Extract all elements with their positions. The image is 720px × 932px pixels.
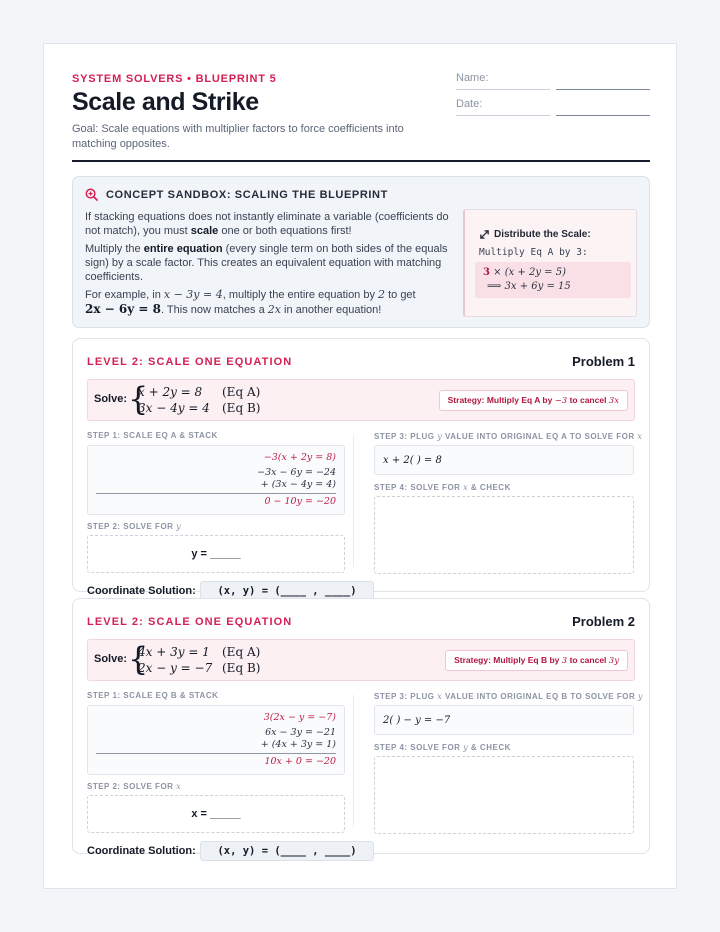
coordinate-solution-box[interactable]: (x, y) = (____ , ____) <box>200 841 374 861</box>
check-work-box[interactable] <box>374 496 634 574</box>
concept-title: CONCEPT SANDBOX: SCALING THE BLUEPRINT <box>106 188 388 201</box>
problem-level: LEVEL 2: SCALE ONE EQUATION <box>87 356 293 368</box>
date-underline-right <box>556 115 650 116</box>
column-divider <box>353 695 354 827</box>
concept-sandbox <box>72 176 650 328</box>
strategy-badge: Strategy: Multiply Eq A by −3 to cancel 3x <box>439 390 628 411</box>
distribute-card-example: 3 × (x + 2y = 5) ⟹ 3x + 6y = 15 <box>475 262 631 298</box>
step-1-label: STEP 1: SCALE EQ A & STACK <box>87 431 218 440</box>
stack-work-box <box>87 445 345 515</box>
coordinate-solution-label: Coordinate Solution: <box>87 845 196 857</box>
date-label: Date: <box>456 98 483 110</box>
distribute-scale-card <box>463 209 637 317</box>
header-divider <box>72 160 650 162</box>
added-equation-line: + (4x + 3y = 1) <box>260 739 336 750</box>
scaled-equation-line: 6x − 3y = −21 <box>265 727 336 738</box>
equation-a: x + 2y = 8 (Eq A) <box>138 385 261 399</box>
coordinate-solution-box[interactable]: (x, y) = (____ , ____) <box>200 581 374 601</box>
solve-label: Solve: <box>94 393 128 405</box>
step-4-label: STEP 4: SOLVE FOR x & CHECK <box>374 483 511 492</box>
worksheet-page <box>43 43 677 889</box>
stack-sum-rule <box>96 753 336 754</box>
step-3-label: STEP 3: PLUG x VALUE INTO ORIGINAL EQ B TO SOLVE FOR y <box>374 692 643 701</box>
plug-in-box[interactable] <box>374 705 634 735</box>
stack-work-box <box>87 705 345 775</box>
stack-sum-rule <box>96 493 336 494</box>
distribute-card-subtitle: Multiply Eq A by 3: <box>479 247 588 258</box>
concept-body <box>85 210 453 321</box>
goal-text: Goal: Scale equations with multiplier factors to force coefficients into matching opposites. <box>72 123 404 150</box>
concept-paragraph-3: For example, in x − 3y = 4, multiply the entire equation by 2 to get 2x − 6y = 8. This now matches a 2x in another equation! <box>85 288 416 316</box>
name-label: Name: <box>456 72 489 84</box>
sum-line: 10x + 0 = −20 <box>264 756 336 767</box>
step-2-label: STEP 2: SOLVE FOR y <box>87 522 182 531</box>
equation-b: 2x − y = −7 (Eq B) <box>138 661 261 675</box>
system-box <box>87 379 635 421</box>
step-1-label: STEP 1: SCALE EQ B & STACK <box>87 691 219 700</box>
problem-card-1 <box>72 338 650 597</box>
problem-level: LEVEL 2: SCALE ONE EQUATION <box>87 616 293 628</box>
concept-header <box>85 188 388 201</box>
step-2-label: STEP 2: SOLVE FOR x <box>87 782 182 791</box>
problem-number: Problem 1 <box>572 354 635 369</box>
column-divider <box>353 435 354 567</box>
page-title: Scale and Strike <box>72 88 259 116</box>
problem-card-2 <box>72 598 650 857</box>
date-field[interactable] <box>456 98 650 116</box>
distribute-card-title: Distribute the Scale: <box>479 229 591 240</box>
scale-line: 3(2x − y = −7) <box>263 712 336 723</box>
series-eyebrow: SYSTEM SOLVERS • BLUEPRINT 5 <box>72 73 277 85</box>
sum-line: 0 − 10y = −20 <box>264 496 336 507</box>
system-box <box>87 639 635 681</box>
solve-x-answer-box[interactable] <box>87 795 345 833</box>
strategy-badge: Strategy: Multiply Eq B by 3 to cancel 3y <box>445 650 628 671</box>
check-work-box[interactable] <box>374 756 634 834</box>
problem-number: Problem 2 <box>572 614 635 629</box>
step-3-label: STEP 3: PLUG y VALUE INTO ORIGINAL EQ A TO SOLVE FOR x <box>374 432 643 441</box>
equation-a: 4x + 3y = 1 (Eq A) <box>138 645 261 659</box>
system-brace: { <box>128 640 149 678</box>
added-equation-line: + (3x − 4y = 4) <box>260 479 336 490</box>
answer-blank: y = _____ <box>191 548 241 560</box>
name-field[interactable] <box>456 72 650 90</box>
solve-label: Solve: <box>94 653 128 665</box>
scale-line: −3(x + 2y = 8) <box>263 452 336 463</box>
expand-arrows-icon <box>479 229 490 240</box>
magnify-plus-icon <box>85 188 98 201</box>
date-underline <box>456 115 550 116</box>
solve-y-answer-box[interactable] <box>87 535 345 573</box>
system-brace: { <box>128 380 149 418</box>
scaled-equation-line: −3x − 6y = −24 <box>257 467 336 478</box>
concept-paragraph-2: Multiply the entire equation (every single term on both sides of the equals sign) by a scale factor. This creates an equivalent equation with matching coefficients. <box>85 243 448 283</box>
coordinate-solution-label: Coordinate Solution: <box>87 585 196 597</box>
answer-blank: x = _____ <box>191 808 241 820</box>
equation-b: 3x − 4y = 4 (Eq B) <box>138 401 261 415</box>
concept-paragraph-1: If stacking equations does not instantly eliminate a variable (coefficients do not match), you must scale one or both equations first! <box>85 211 449 237</box>
plug-in-equation: x + 2( ) = 8 <box>383 455 442 466</box>
plug-in-box[interactable] <box>374 445 634 475</box>
name-underline <box>456 89 550 90</box>
step-4-label: STEP 4: SOLVE FOR y & CHECK <box>374 743 511 752</box>
plug-in-equation: 2( ) − y = −7 <box>383 715 451 726</box>
name-underline-right <box>556 89 650 90</box>
